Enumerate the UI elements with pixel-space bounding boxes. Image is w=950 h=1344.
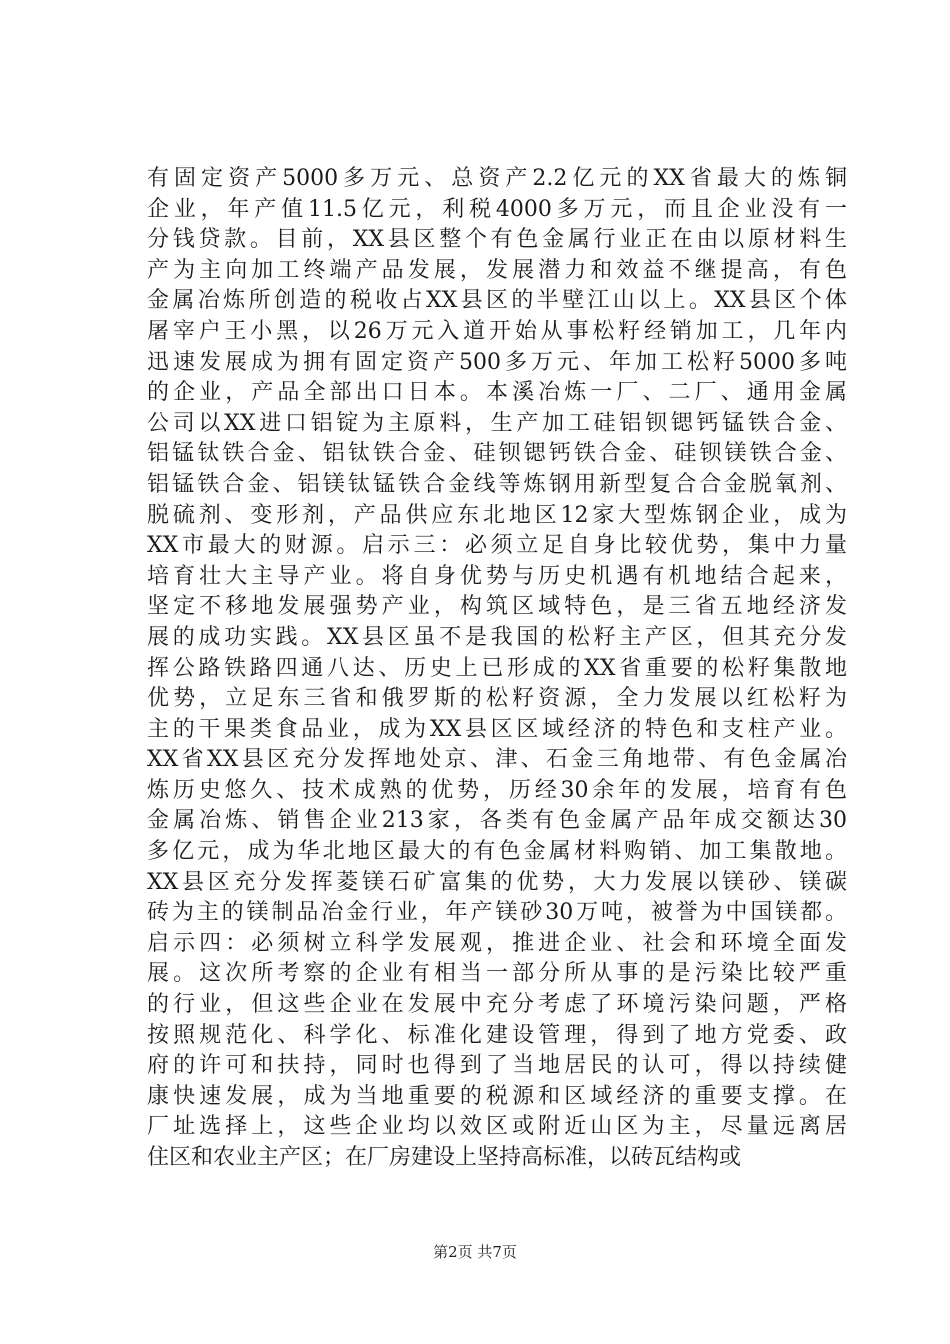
text-line: 企业，年产值11.5亿元，利税4000多万元，而且企业没有一 (147, 196, 847, 222)
text-line: 公司以XX进口铝锭为主原料，生产加工硅铝钡锶钙锰铁合金、 (147, 410, 847, 436)
text-line: 挥公路铁路四通八达、历史上已形成的XX省重要的松籽集散地 (147, 655, 847, 681)
text-line: 分钱贷款。目前，XX县区整个有色金属行业正在由以原材料生 (147, 227, 847, 253)
text-line: 砖为主的镁制品冶金行业，年产镁砂30万吨，被誉为中国镁都。 (147, 900, 847, 926)
text-line: 康快速发展，成为当地重要的税源和区域经济的重要支撑。在 (147, 1083, 847, 1109)
text-line: 有固定资产5000多万元、总资产2.2亿元的XX省最大的炼铜 (147, 166, 847, 191)
text-line: 脱硫剂、变形剂，产品供应东北地区12家大型炼钢企业，成为 (147, 502, 847, 528)
text-line: 厂址选择上，这些企业均以效区或附近山区为主，尽量远离居 (147, 1114, 847, 1140)
text-line: 铝锰铁合金、铝镁钛锰铁合金线等炼钢用新型复合合金脱氧剂、 (147, 471, 847, 497)
text-line: 展。这次所考察的企业有相当一部分所从事的是污染比较严重 (147, 961, 847, 987)
text-line: 铝锰钛铁合金、铝钛铁合金、硅钡锶钙铁合金、硅钡镁铁合金、 (147, 441, 847, 467)
text-line: 按照规范化、科学化、标准化建设管理，得到了地方党委、政 (147, 1022, 847, 1048)
body-text (147, 164, 847, 1174)
text-line: XX县区充分发挥菱镁石矿富集的优势，大力发展以镁砂、镁碳 (147, 869, 847, 895)
text-line: 的企业，产品全部出口日本。本溪冶炼一厂、二厂、通用金属 (147, 380, 847, 406)
text-line: 屠宰户王小黑，以26万元入道开始从事松籽经销加工，几年内 (147, 318, 847, 344)
text-line: 多亿元，成为华北地区最大的有色金属材料购销、加工集散地。 (147, 839, 847, 865)
text-line: 的行业，但这些企业在发展中充分考虑了环境污染问题，严格 (147, 992, 847, 1018)
text-line: 府的许可和扶持，同时也得到了当地居民的认可，得以持续健 (147, 1053, 847, 1079)
text-line: XX市最大的财源。启示三：必须立足自身比较优势，集中力量 (147, 533, 847, 559)
text-line: 展的成功实践。XX县区虽不是我国的松籽主产区，但其充分发 (147, 624, 847, 650)
text-line: 住区和农业主产区；在厂房建设上坚持高标准，以砖瓦结构或 (147, 1145, 742, 1170)
text-line: 金属冶炼、销售企业213家，各类有色金属产品年成交额达30 (147, 808, 847, 834)
text-line: XX省XX县区充分发挥地处京、津、石金三角地带、有色金属冶 (147, 747, 847, 773)
text-line: 迅速发展成为拥有固定资产500多万元、年加工松籽5000多吨 (147, 349, 847, 375)
text-line: 主的干果类食品业，成为XX县区区域经济的特色和支柱产业。 (147, 716, 847, 742)
text-line: 炼历史悠久、技术成熟的优势，历经30余年的发展，培育有色 (147, 777, 847, 803)
text-line: 产为主向加工终端产品发展，发展潜力和效益不继提高，有色 (147, 257, 847, 283)
text-line: 优势，立足东三省和俄罗斯的松籽资源，全力发展以红松籽为 (147, 686, 847, 712)
text-line: 金属冶炼所创造的税收占XX县区的半壁江山以上。XX县区个体 (147, 288, 847, 314)
text-line: 启示四：必须树立科学发展观，推进企业、社会和环境全面发 (147, 930, 847, 956)
page-footer: 第2页 共7页 (433, 1243, 517, 1261)
text-line: 坚定不移地发展强势产业，构筑区域特色，是三省五地经济发 (147, 594, 847, 620)
text-line: 培育壮大主导产业。将自身优势与历史机遇有机地结合起来， (147, 563, 847, 589)
